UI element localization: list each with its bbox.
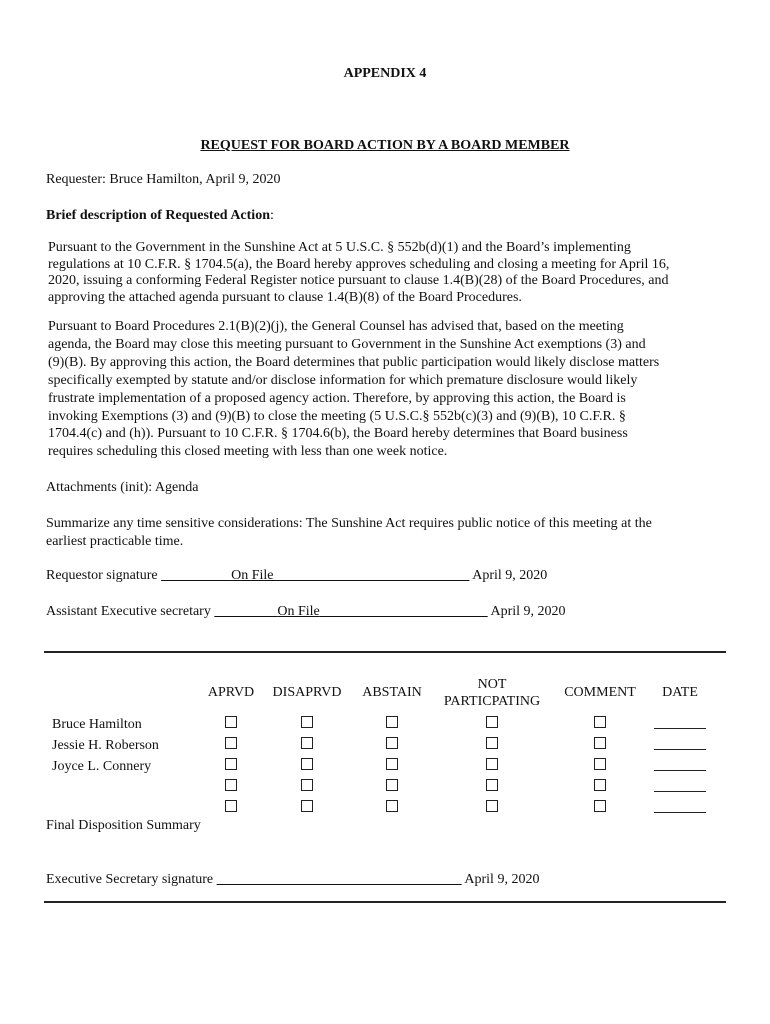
date-cell xyxy=(650,777,710,798)
date-cell xyxy=(650,756,710,777)
column-header-date: DATE xyxy=(662,685,698,700)
aprvd-checkbox[interactable] xyxy=(225,737,237,749)
board-vote-table xyxy=(46,672,710,819)
comment-checkbox[interactable] xyxy=(594,737,606,749)
abstain-cell xyxy=(350,756,434,777)
requestor-signature-field[interactable] xyxy=(161,568,469,583)
abstain-checkbox[interactable] xyxy=(386,800,398,812)
executive-signature-field[interactable] xyxy=(217,872,462,887)
executive-signature-label: Executive Secretary signature xyxy=(46,872,214,887)
disaprvd-cell xyxy=(264,756,350,777)
date-cell xyxy=(650,798,710,819)
requestor-signature-line xyxy=(46,568,547,584)
paragraph-line: frustrate implementation of a proposed agency action. Therefore, by approving this action, the Board is xyxy=(48,390,626,406)
column-header-disaprvd: DISAPRVD xyxy=(272,685,342,700)
summary-line: earliest practicable time. xyxy=(46,534,184,549)
comment-cell xyxy=(550,798,650,819)
brief-heading-colon: : xyxy=(269,208,274,223)
abstain-checkbox[interactable] xyxy=(386,737,398,749)
date-cell xyxy=(650,714,710,735)
vote-row xyxy=(46,756,710,777)
assistant-signature-label: Assistant Executive secretary xyxy=(46,604,211,619)
aprvd-checkbox[interactable] xyxy=(225,779,237,791)
disaprvd-checkbox[interactable] xyxy=(301,716,313,728)
member-name xyxy=(46,777,198,798)
requestor-signature-label: Requestor signature xyxy=(46,568,158,583)
aprvd-cell xyxy=(198,756,264,777)
abstain-checkbox[interactable] xyxy=(386,779,398,791)
disaprvd-checkbox[interactable] xyxy=(301,800,313,812)
executive-signature-date: April 9, 2020 xyxy=(464,872,540,887)
aprvd-checkbox[interactable] xyxy=(225,800,237,812)
date-blank-field[interactable] xyxy=(654,779,706,792)
paragraph-line: 2020, issuing a conforming Federal Register notice pursuant to clause 1.4(B)(28) of the Board Procedures, and xyxy=(48,273,669,288)
date-blank-field[interactable] xyxy=(654,758,706,771)
aprvd-checkbox[interactable] xyxy=(225,758,237,770)
comment-checkbox[interactable] xyxy=(594,779,606,791)
member-name xyxy=(46,798,198,819)
paragraph-line: regulations at 10 C.F.R. § 1704.5(a), the Board hereby approves scheduling and closing a meeting for April 16, xyxy=(48,256,670,272)
not-participating-cell xyxy=(434,735,550,756)
aprvd-cell xyxy=(198,735,264,756)
requestor-signature-value: On File xyxy=(231,568,274,583)
not-participating-cell xyxy=(434,798,550,819)
brief-heading-bold: Brief description of Requested Action xyxy=(46,208,270,223)
paragraph-line: agenda, the Board may close this meeting pursuant to Government in the Sunshine Act exemptions (3) and xyxy=(48,336,646,352)
not-participating-line2: PARTICPATING xyxy=(443,694,541,709)
vote-row xyxy=(46,714,710,735)
comment-checkbox[interactable] xyxy=(594,758,606,770)
paragraph-line: requires scheduling this closed meeting with less than one week notice. xyxy=(48,444,448,460)
abstain-checkbox[interactable] xyxy=(386,758,398,770)
assistant-signature-field[interactable] xyxy=(214,604,487,619)
date-cell xyxy=(650,735,710,756)
column-header-abstain: ABSTAIN xyxy=(362,685,422,700)
member-column-header xyxy=(46,672,198,714)
requester-line: Requester: Bruce Hamilton, April 9, 2020 xyxy=(46,172,281,187)
paragraph-closure xyxy=(48,318,728,461)
comment-cell xyxy=(550,777,650,798)
aprvd-cell xyxy=(198,777,264,798)
not-participating-cell xyxy=(434,714,550,735)
paragraph-line: invoking Exemptions (3) and (9)(B) to close the meeting (5 U.S.C.§ 552b(c)(3) and (9)(B), 10 C.F.R. § xyxy=(48,408,626,424)
paragraph-line: Pursuant to Board Procedures 2.1(B)(2)(j), the General Counsel has advised that, based on the meeting xyxy=(48,319,624,334)
abstain-cell xyxy=(350,777,434,798)
not-participating-checkbox[interactable] xyxy=(486,779,498,791)
requestor-signature-date: April 9, 2020 xyxy=(472,568,548,583)
abstain-cell xyxy=(350,798,434,819)
not-participating-checkbox[interactable] xyxy=(486,716,498,728)
abstain-checkbox[interactable] xyxy=(386,716,398,728)
vote-row xyxy=(46,798,710,819)
brief-description-heading xyxy=(46,208,274,224)
vote-table-header xyxy=(46,672,710,714)
time-sensitive-summary xyxy=(46,515,726,551)
not-participating-checkbox[interactable] xyxy=(486,737,498,749)
assistant-signature-value: On File xyxy=(277,604,320,619)
paragraph-line: (9)(B). By approving this action, the Board determines that public participation would likely disclose matters xyxy=(48,354,660,370)
section-divider-bottom xyxy=(44,901,726,903)
paragraph-line: 1704.4(c) and (h)). Pursuant to 10 C.F.R. § 1704.6(b), the Board hereby determines that Board business xyxy=(48,426,628,442)
aprvd-cell xyxy=(198,714,264,735)
attachments-line: Attachments (init): Agenda xyxy=(46,480,199,495)
not-participating-checkbox[interactable] xyxy=(486,800,498,812)
executive-signature-line xyxy=(46,872,539,888)
abstain-cell xyxy=(350,735,434,756)
aprvd-cell xyxy=(198,798,264,819)
paragraph-line: specifically exempted by statute and/or disclose information for which premature disclosure would likely xyxy=(48,372,638,388)
column-header-comment: COMMENT xyxy=(564,685,636,700)
paragraph-approval xyxy=(48,240,728,306)
section-divider-top xyxy=(44,651,726,653)
disaprvd-checkbox[interactable] xyxy=(301,758,313,770)
comment-cell xyxy=(550,714,650,735)
paragraph-line: Pursuant to the Government in the Sunshine Act at 5 U.S.C. § 552b(d)(1) and the Board’s implementing xyxy=(48,240,631,255)
not-participating-checkbox[interactable] xyxy=(486,758,498,770)
not-participating-cell xyxy=(434,777,550,798)
vote-row xyxy=(46,735,710,756)
comment-checkbox[interactable] xyxy=(594,800,606,812)
abstain-cell xyxy=(350,714,434,735)
date-blank-field[interactable] xyxy=(654,716,706,729)
comment-cell xyxy=(550,756,650,777)
comment-cell xyxy=(550,735,650,756)
form-title: REQUEST FOR BOARD ACTION BY A BOARD MEMBER xyxy=(200,138,570,153)
date-blank-field[interactable] xyxy=(654,737,706,750)
disaprvd-cell xyxy=(264,798,350,819)
summary-line: Summarize any time sensitive considerations: The Sunshine Act requires public notice of this meeting at the xyxy=(46,516,652,531)
member-name: Joyce L. Connery xyxy=(52,758,152,774)
not-participating-cell xyxy=(434,756,550,777)
disaprvd-cell xyxy=(264,735,350,756)
final-disposition-label: Final Disposition Summary xyxy=(46,818,201,833)
date-blank-field[interactable] xyxy=(654,800,706,813)
disaprvd-checkbox[interactable] xyxy=(301,779,313,791)
vote-row xyxy=(46,777,710,798)
comment-checkbox[interactable] xyxy=(594,716,606,728)
assistant-signature-line xyxy=(46,604,566,620)
disaprvd-cell xyxy=(264,714,350,735)
aprvd-checkbox[interactable] xyxy=(225,716,237,728)
disaprvd-checkbox[interactable] xyxy=(301,737,313,749)
paragraph-line: approving the attached agenda pursuant to clause 1.4(B)(8) of the Board Procedures. xyxy=(48,289,522,305)
disaprvd-cell xyxy=(264,777,350,798)
column-header-aprvd: APRVD xyxy=(207,685,255,700)
column-header-not-participating xyxy=(434,672,550,714)
member-name: Bruce Hamilton xyxy=(52,716,142,732)
not-participating-line1: NOT xyxy=(477,677,507,692)
appendix-title: APPENDIX 4 xyxy=(343,66,427,81)
member-name: Jessie H. Roberson xyxy=(52,737,159,753)
assistant-signature-date: April 9, 2020 xyxy=(490,604,566,619)
